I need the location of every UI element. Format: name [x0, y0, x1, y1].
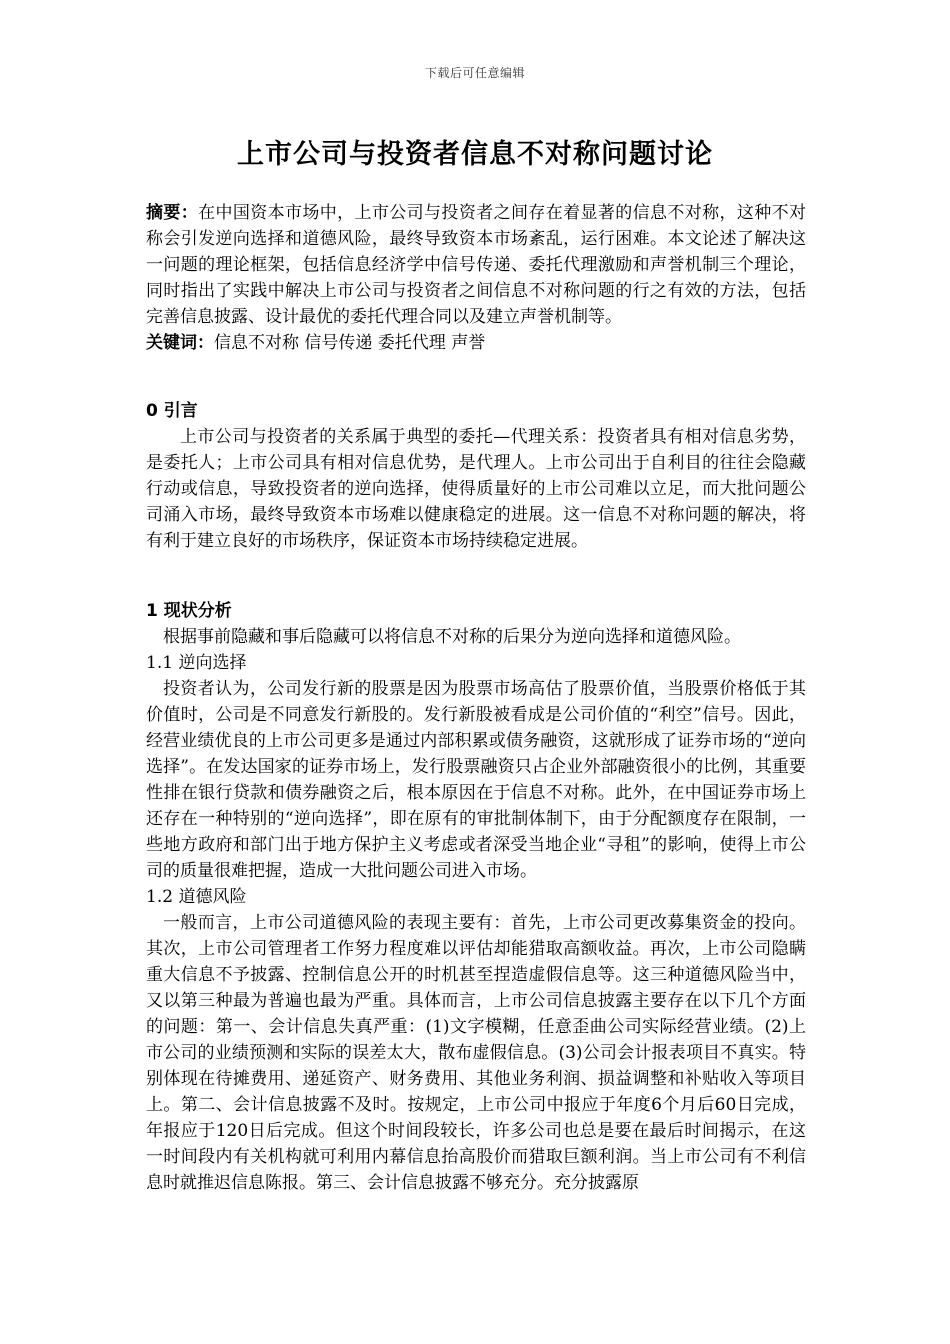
section-1-heading: 1 现状分析	[146, 601, 232, 621]
keywords-paragraph	[146, 330, 806, 356]
abstract-label: 摘要：	[146, 203, 199, 223]
section-1	[146, 598, 806, 1196]
header-note: 下载后可任意编辑	[424, 66, 525, 80]
abstract-text: 在中国资本市场中，上市公司与投资者之间存在着显著的信息不对称，这种不对称会引发逆向选择和道德风险，最终导致资本市场紊乱，运行困难。本文论述了解决这一问题的理论框架，包括信息经济学中信号传递、委托代理激励和声誉机制三个理论，同时指出了实践中解决上市公司与投资者之间信息不对称问题的行之有效的方法，包括完善信息披露、设计最优的委托代理合同以及建立声誉机制等。	[146, 203, 807, 327]
abstract-block	[146, 200, 806, 356]
subsection-1-1-heading: 1.1 逆向选择	[146, 653, 247, 673]
abstract-paragraph	[146, 200, 806, 330]
keywords-label: 关键词：	[146, 333, 214, 353]
keywords-text: 信息不对称 信号传递 委托代理 声誉	[214, 333, 486, 353]
subsection-1-2-paragraph: 一般而言，上市公司道德风险的表现主要有：首先，上市公司更改募集资金的投向。其次，上市公司管理者工作努力程度难以评估却能猎取高额收益。再次，上市公司隐瞒重大信息不予披露、控制信息公开的时机甚至捏造虚假信息等。这三种道德风险当中，又以第三种最为普遍也最为严重。具体而言，上市公司信息披露主要存在以下几个方面的问题：第一、会计信息失真严重：(1)文字模糊，任意歪曲公司实际经营业绩。(2)上市公司的业绩预测和实际的误差太大，散布虚假信息。(3)公司会计报表项目不真实。特别体现在待摊费用、递延资产、财务费用、其他业务利润、损益调整和补贴收入等项目上。第二、会计信息披露不及时。按规定，上市公司中报应于年度6个月后60日完成，年报应于120日后完成。但这个时间段较长，许多公司也总是要在最后时间揭示，在这一时间段内有关机构就可利用内幕信息抬高股价而猎取巨额利润。当上市公司有不利信息时就推迟信息陈报。第三、会计信息披露不够充分。充分披露原	[146, 913, 806, 1193]
subsection-1-2-heading: 1.2 道德风险	[146, 887, 247, 907]
section-0	[146, 398, 806, 554]
section-1-intro: 根据事前隐藏和事后隐藏可以将信息不对称的后果分为逆向选择和道德风险。	[163, 627, 741, 647]
document-title: 上市公司与投资者信息不对称问题讨论	[237, 139, 713, 170]
subsection-1-1-paragraph: 投资者认为，公司发行新的股票是因为股票市场高估了股票价值，当股票价格低于其价值时，公司是不同意发行新股的。发行新股被看成是公司价值的“利空”信号。因此，经营业绩优良的上市公司更多是通过内部积累或债务融资，这就形成了证券市场的“逆向选择”。在发达国家的证券市场上，发行股票融资只占企业外部融资很小的比例，其重要性排在银行贷款和债券融资之后，根本原因在于信息不对称。此外，在中国证券市场上还存在一种特别的“逆向选择”，即在原有的审批制体制下，由于分配额度存在限制，一些地方政府和部门出于地方保护主义考虑或者深受当地企业“寻租”的影响，使得上市公司的质量很难把握，造成一大批问题公司进入市场。	[146, 679, 806, 881]
section-0-heading: 0 引言	[146, 401, 198, 421]
section-0-paragraph: 上市公司与投资者的关系属于典型的委托—代理关系：投资者具有相对信息劣势，是委托人；上市公司具有相对信息优势，是代理人。上市公司出于自利目的往往会隐藏行动或信息，导致投资者的逆向选择，使得质量好的上市公司难以立足，而大批问题公司涌入市场，最终导致资本市场难以健康稳定的进展。这一信息不对称问题的解决，将有利于建立良好的市场秩序，保证资本市场持续稳定进展。	[146, 427, 806, 551]
